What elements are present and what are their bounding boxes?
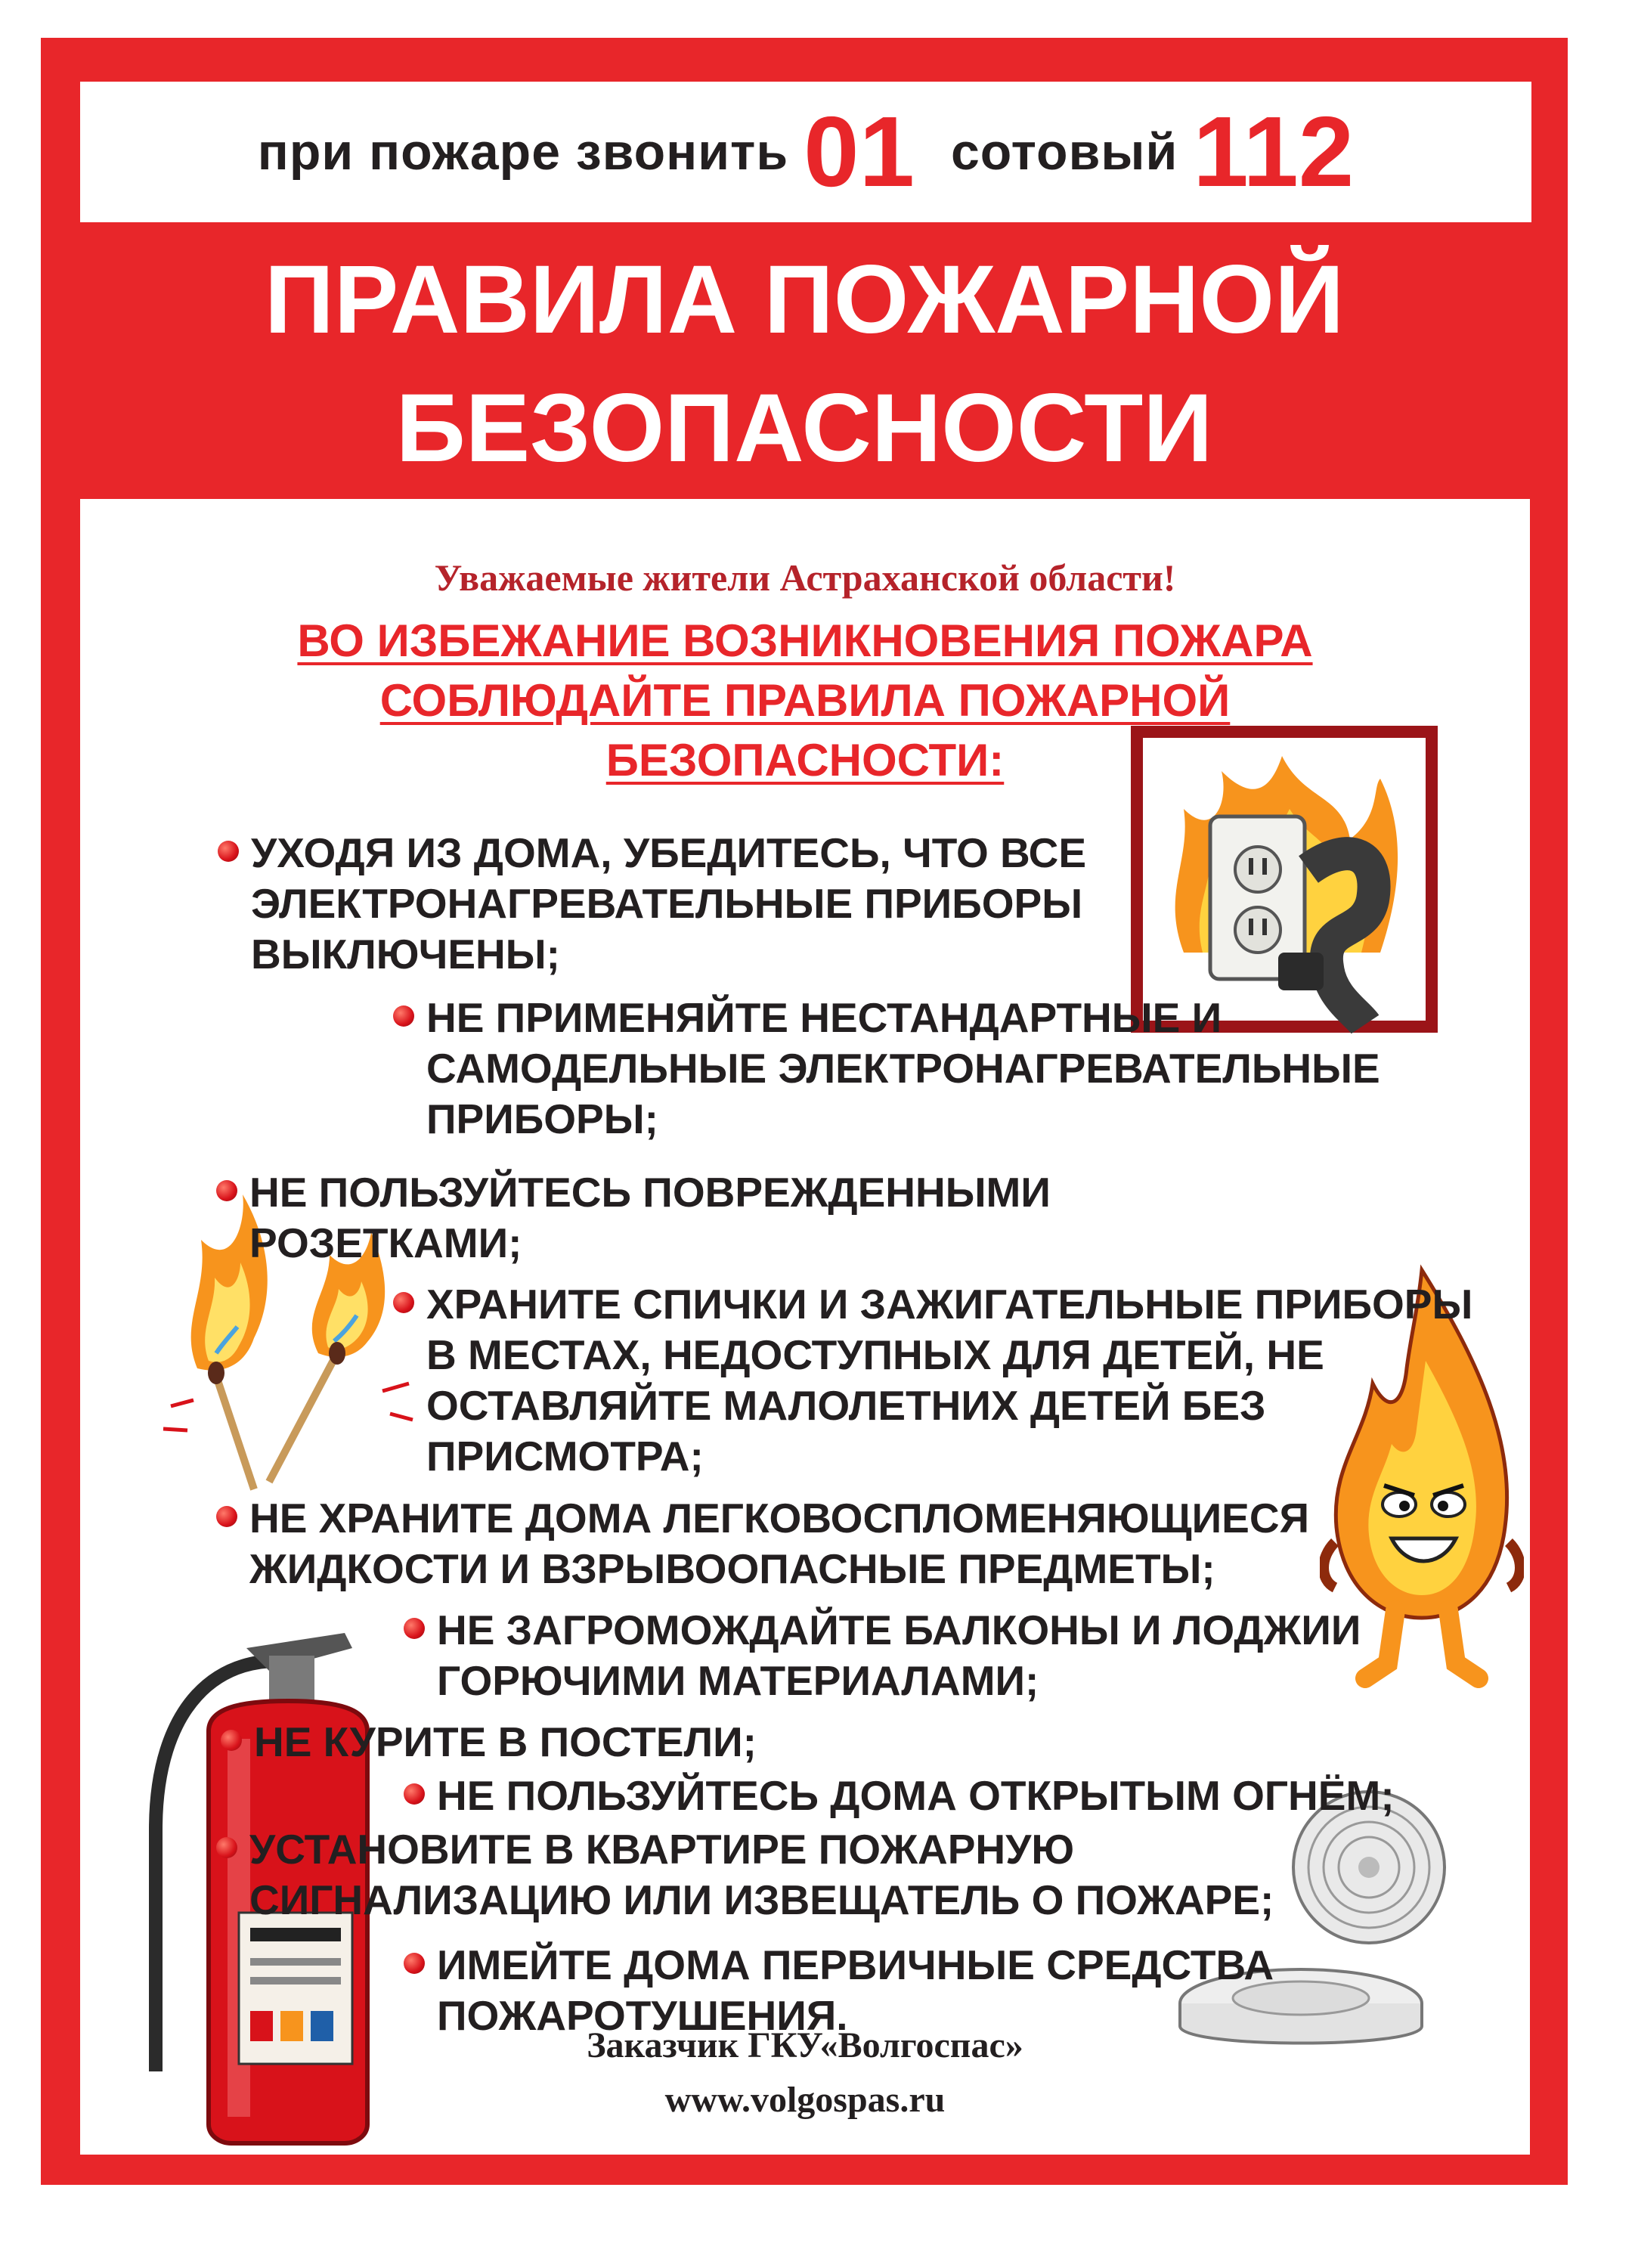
rule-2: НЕ ПРИМЕНЯЙТЕ НЕСТАНДАРТНЫЕ И САМОДЕЛЬНЫЕ ЭЛЕКТРОНАГРЕВАТЕЛЬНЫЕ ПРИБОРЫ; <box>426 993 1380 1145</box>
subtitle-line-3: БЕЗОПАСНОСТИ: <box>605 735 1005 785</box>
call-text: при пожаре звонить <box>257 123 789 181</box>
rule-4: ХРАНИТЕ СПИЧКИ И ЗАЖИГАТЕЛЬНЫЕ ПРИБОРЫ В МЕСТАХ, НЕДОСТУПНЫХ ДЛЯ ДЕТЕЙ, НЕ ОСТАВЛЯЙТЕ МАЛОЛЕТНИХ ДЕТЕЙ БЕЗ ПРИСМОТРА; <box>426 1279 1472 1482</box>
rule-9: УСТАНОВИТЕ В КВАРТИРЕ ПОЖАРНУЮ СИГНАЛИЗАЦИЮ ИЛИ ИЗВЕЩАТЕЛЬ О ПОЖАРЕ; <box>249 1824 1274 1926</box>
greeting: Уважаемые жители Астраханской области! <box>434 556 1176 599</box>
rules-panel <box>80 499 1530 2155</box>
rule-5: НЕ ХРАНИТЕ ДОМА ЛЕГКОВОСПЛОМЕНЯЮЩИЕСЯ ЖИДКОСТИ И ВЗРЫВООПАСНЫЕ ПРЕДМЕТЫ; <box>249 1493 1309 1594</box>
website-link[interactable]: www.volgospas.ru <box>664 2080 946 2120</box>
subtitle-line-2: СОБЛЮДАЙТЕ ПРАВИЛА ПОЖАРНОЙ <box>379 675 1231 726</box>
rule-7: НЕ КУРИТЕ В ПОСТЕЛИ; <box>254 1717 757 1768</box>
rule-10: ИМЕЙТЕ ДОМА ПЕРВИЧНЫЕ СРЕДСТВА ПОЖАРОТУШЕНИЯ. <box>437 1940 1274 2041</box>
poster-title <box>41 236 1568 493</box>
rule-8: НЕ ПОЛЬЗУЙТЕСЬ ДОМА ОТКРЫТЫМ ОГНЁМ; <box>437 1771 1395 1821</box>
burning-outlet-icon <box>1131 726 1441 1036</box>
poster <box>41 38 1568 2185</box>
rule-6: НЕ ЗАГРОМОЖДАЙТЕ БАЛКОНЫ И ЛОДЖИИ ГОРЮЧИМИ МАТЕРИАЛАМИ; <box>437 1605 1361 1706</box>
customer-line: Заказчик ГКУ«Волгоспас» <box>587 2025 1023 2065</box>
emergency-numbers-band <box>80 82 1531 222</box>
mobile-emergency-number: 112 <box>1193 96 1355 207</box>
rule-1: УХОДЯ ИЗ ДОМА, УБЕДИТЕСЬ, ЧТО ВСЕ ЭЛЕКТРОНАГРЕВАТЕЛЬНЫЕ ПРИБОРЫ ВЫКЛЮЧЕНЫ; <box>251 828 1086 980</box>
title-line-1: ПРАВИЛА ПОЖАРНОЙ <box>264 246 1345 354</box>
emergency-number: 01 <box>804 96 915 207</box>
rule-3: НЕ ПОЛЬЗУЙТЕСЬ ПОВРЕЖДЕННЫМИ РОЗЕТКАМИ; <box>249 1167 1051 1269</box>
title-line-2: БЕЗОПАСНОСТИ <box>395 374 1213 482</box>
mobile-text: сотовый <box>950 123 1178 181</box>
subtitle-line-1: ВО ИЗБЕЖАНИЕ ВОЗНИКНОВЕНИЯ ПОЖАРА <box>297 615 1313 666</box>
